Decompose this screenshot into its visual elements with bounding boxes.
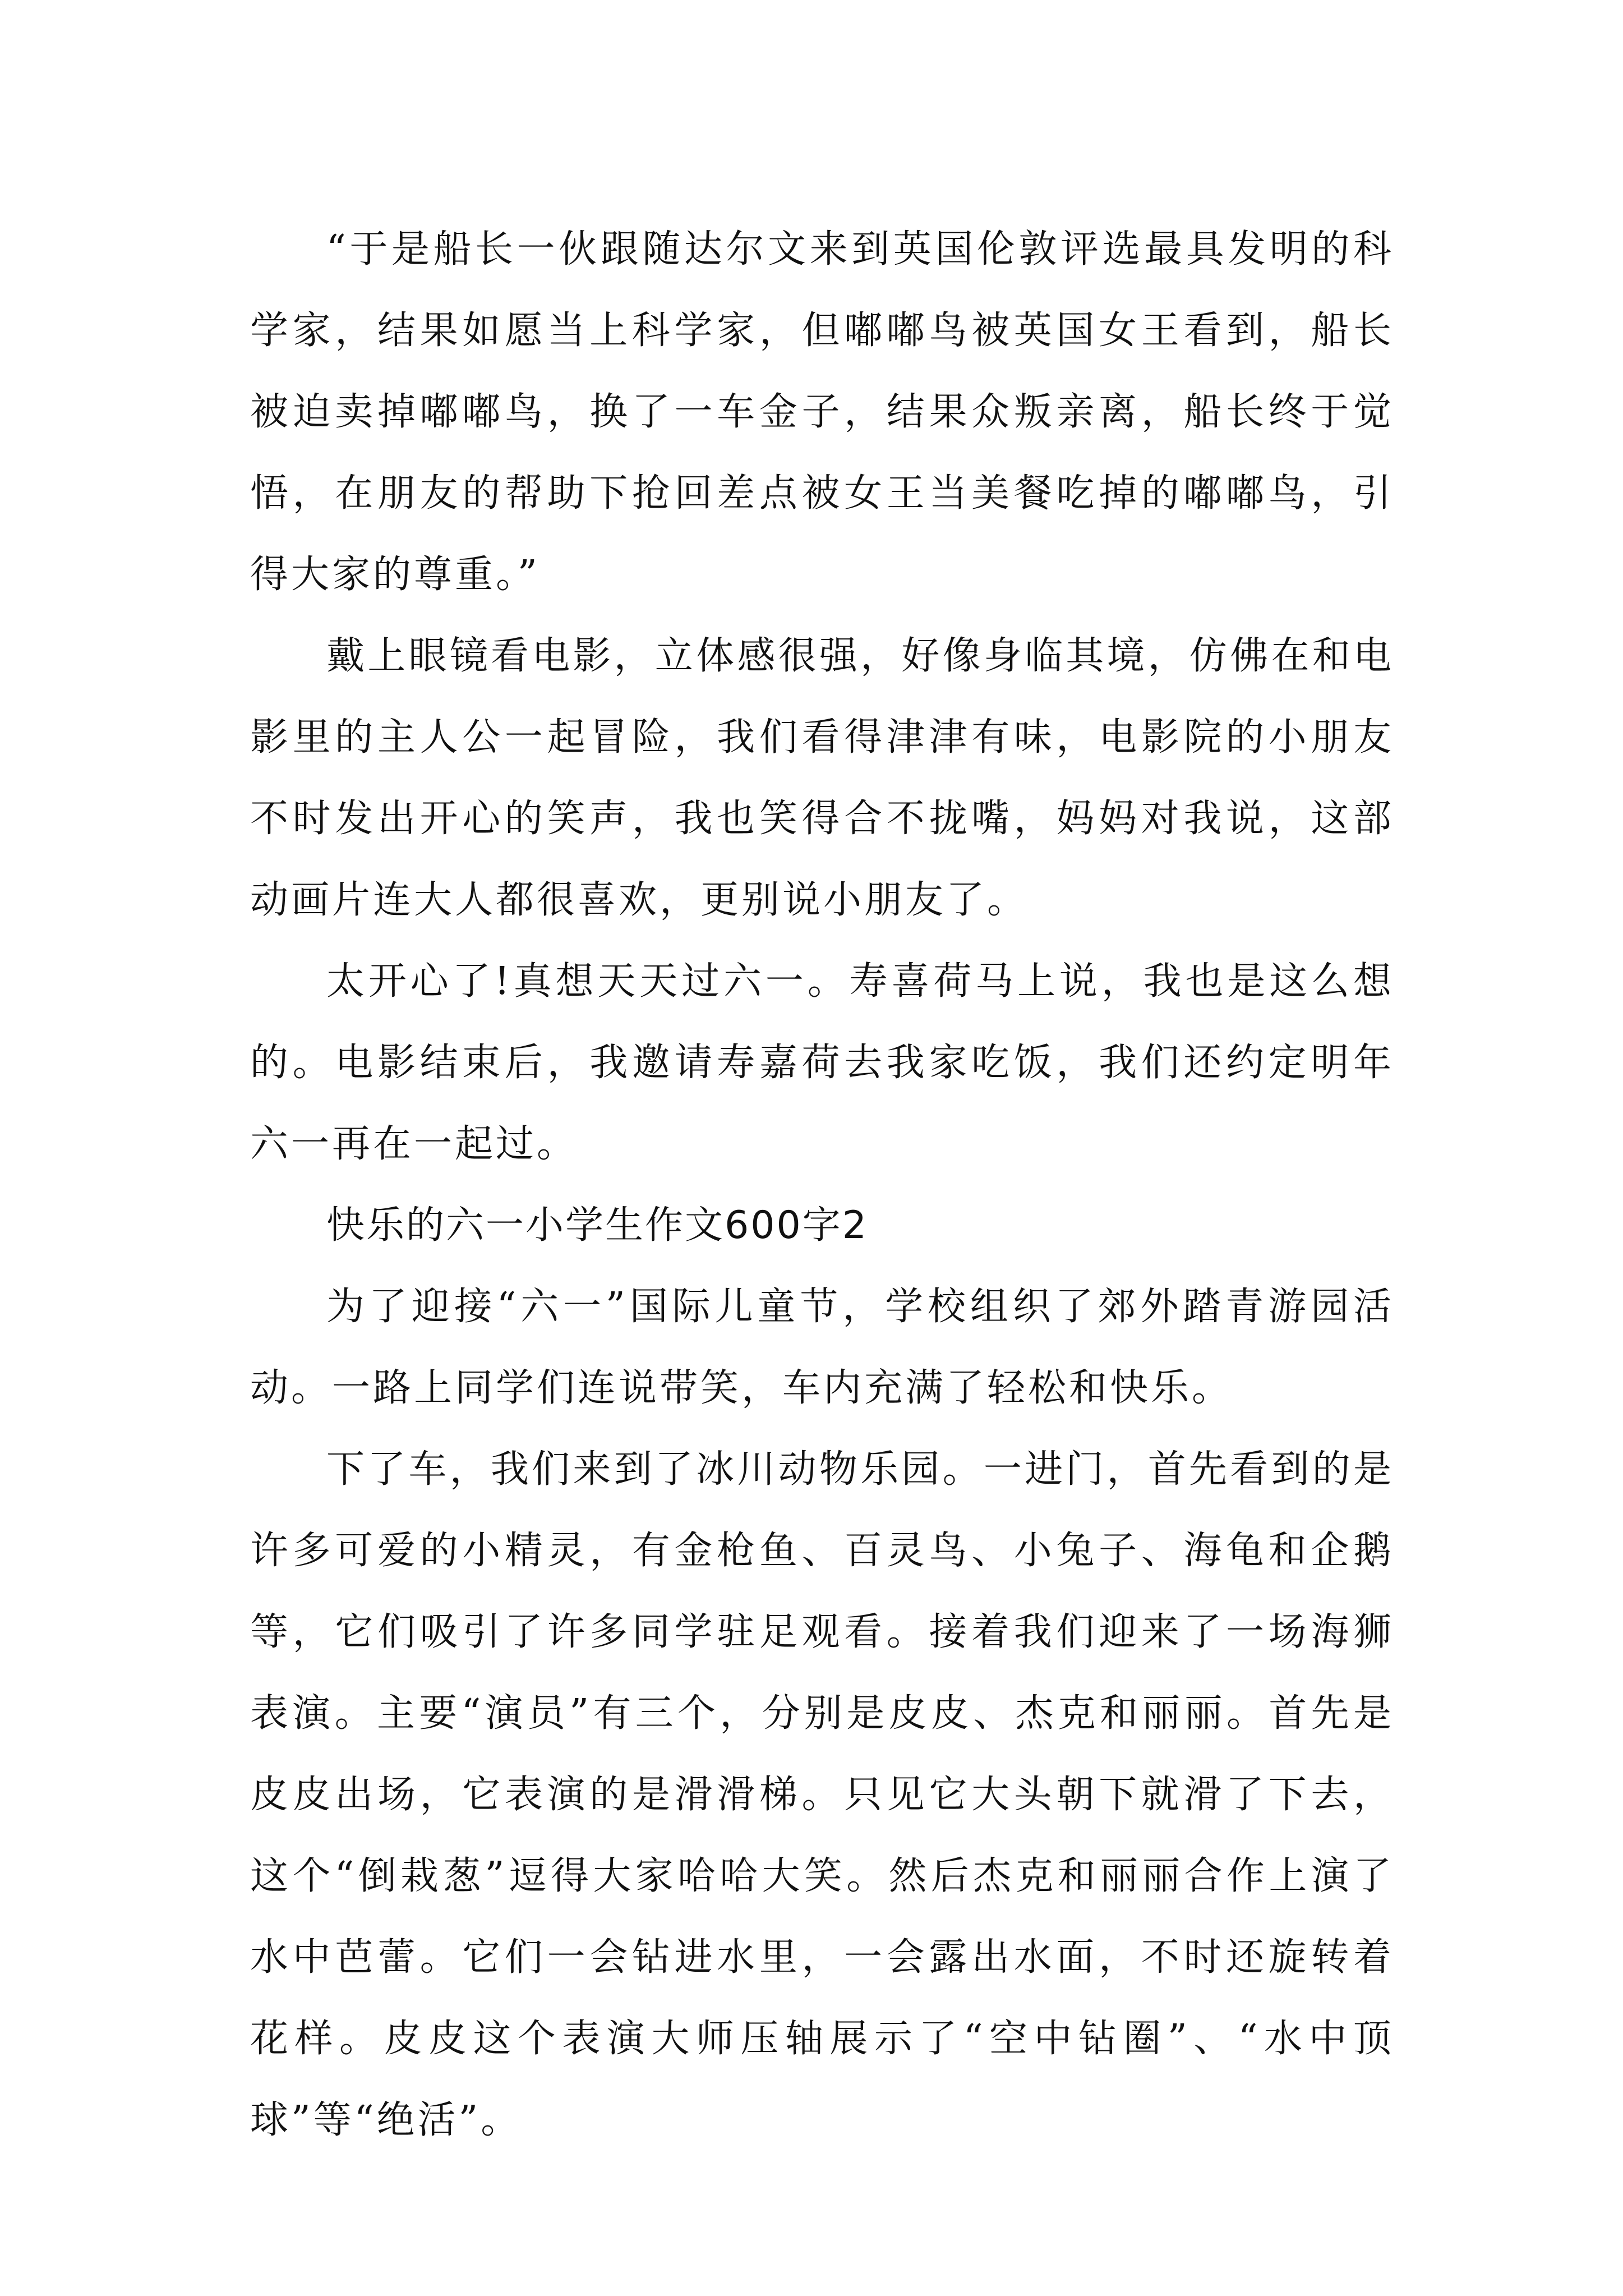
- paragraph-spring-outing: 为了迎接“六一”国际儿童节，学校组织了郊外踏青游园活动。一路上同学们连说带笑，车内充满了轻松和快乐。: [250, 1285, 1394, 1410]
- paragraph-happy-day: 太开心了!真想天天过六一。寿喜荷马上说，我也是这么想的。电影结束后，我邀请寿嘉荷去我家吃饭，我们还约定明年六一再在一起过。: [250, 959, 1394, 1166]
- paragraph-ship-captain: “于是船长一伙跟随达尔文来到英国伦敦评选最具发明的科学家，结果如愿当上科学家，但嘟嘟鸟被英国女王看到，船长被迫卖掉嘟嘟鸟，换了一车金子，结果众叛亲离，船长终于觉悟，在朋友的帮助下抢回差点被女王当美餐吃掉的嘟嘟鸟，引得大家的尊重。”: [250, 227, 1394, 597]
- paragraph-3d-movie: 戴上眼镜看电影，立体感很强，好像身临其境，仿佛在和电影里的主人公一起冒险，我们看得津津有味，电影院的小朋友不时发出开心的笑声，我也笑得合不拢嘴，妈妈对我说，这部动画片连大人都很喜欢，更别说小朋友了。: [250, 634, 1394, 922]
- paragraph-sea-lion-show: 下了车，我们来到了冰川动物乐园。一进门，首先看到的是许多可爱的小精灵，有金枪鱼、百灵鸟、小兔子、海龟和企鹅等，它们吸引了许多同学驻足观看。接着我们迎来了一场海狮表演。主要“演员”有三个，分别是皮皮、杰克和丽丽。首先是皮皮出场，它表演的是滑滑梯。只见它大头朝下就滑了下去，这个“倒栽葱”逗得大家哈哈大笑。然后杰克和丽丽合作上演了水中芭蕾。它们一会钻进水里，一会露出水面，不时还旋转着花样。皮皮这个表演大师压轴展示了“空中钻圈”、“水中顶球”等“绝活”。: [250, 1447, 1394, 2142]
- essay-heading: 快乐的六一小学生作文600字2: [326, 1203, 869, 1248]
- document-body: [250, 209, 1394, 2161]
